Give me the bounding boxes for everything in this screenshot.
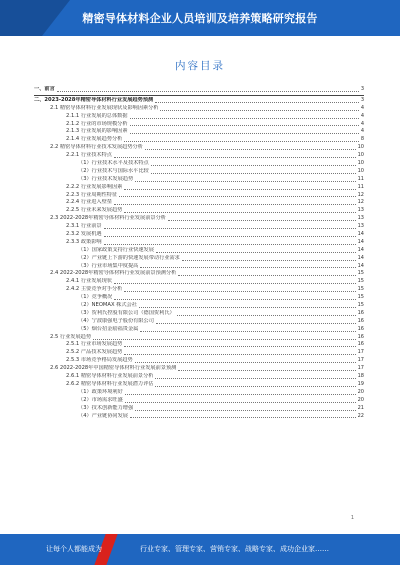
toc-entry[interactable] xyxy=(34,255,364,263)
toc-entry-page: 10 xyxy=(357,144,364,151)
toc-entry[interactable] xyxy=(34,263,364,271)
toc-entry-title: （3）技术创新能力增强 xyxy=(78,404,134,411)
toc-dot-leader xyxy=(104,236,356,237)
toc-entry-title: （3）行业技术发展趋势 xyxy=(78,175,134,182)
page-title: 内容目录 xyxy=(175,60,225,72)
toc-entry[interactable] xyxy=(34,373,364,381)
toc-entry[interactable] xyxy=(34,310,364,318)
toc-entry-title: 2.2.4 行业进入壁垒 xyxy=(66,199,112,206)
toc-entry-page: 14 xyxy=(357,254,364,261)
toc-dot-leader xyxy=(114,299,355,300)
toc-dot-leader xyxy=(135,181,355,182)
toc-entry-title: 2.4.2 主要竞争对手分析 xyxy=(66,286,123,293)
toc-entry[interactable] xyxy=(34,184,364,192)
toc-entry-title: 2.5.3 市场竞争格局发展趋势 xyxy=(66,357,133,364)
toc-entry-title: 2.3.3 政策影响 xyxy=(66,238,102,245)
report-title: 精密导体材料企业人员培训及培养策略研究报告 xyxy=(82,12,318,25)
toc-entry-title: （1）国家政策支持行业快速发展 xyxy=(78,246,154,253)
table-of-contents xyxy=(34,86,364,420)
toc-entry-page: 12 xyxy=(357,191,364,198)
toc-entry-page: 4 xyxy=(360,112,364,119)
footer-slogan-left: 让每个人都能成为 xyxy=(46,545,102,553)
toc-entry-page: 4 xyxy=(360,128,364,135)
toc-entry[interactable] xyxy=(34,342,364,350)
toc-entry-title: 2.2.3 行业周期性特征 xyxy=(66,191,118,198)
toc-entry-title: 2.6.1 精密导体材料行业发展前景分析 xyxy=(66,373,154,380)
toc-entry-title: 2.2.1 行业技术特点 xyxy=(66,152,112,159)
toc-dot-leader xyxy=(151,165,356,166)
toc-entry-title: 2.3 2022-2028年精密导体材料行业发展前景分析 xyxy=(50,215,166,222)
toc-entry-title: （1）行业技术水平及技术特点 xyxy=(78,160,149,166)
toc-entry-page: 10 xyxy=(357,167,364,174)
toc-entry[interactable] xyxy=(34,160,364,168)
toc-dot-leader xyxy=(130,417,356,418)
toc-entry[interactable] xyxy=(34,152,364,160)
toc-entry-page: 17 xyxy=(357,357,364,364)
toc-entry-title: 2.1.4 行业发展趋势分析 xyxy=(66,136,123,143)
toc-entry[interactable] xyxy=(34,176,364,184)
toc-entry-page: 13 xyxy=(357,207,364,214)
toc-dot-leader xyxy=(139,307,356,308)
toc-entry-title: 2.1.1 行业发展的总体数据 xyxy=(66,112,128,119)
toc-entry-page: 10 xyxy=(357,152,364,159)
toc-entry[interactable] xyxy=(34,231,364,239)
toc-entry[interactable] xyxy=(34,381,364,389)
toc-dot-leader xyxy=(135,362,356,363)
toc-entry-title: （2）产业链上下游的快速发展带动行业需求 xyxy=(78,254,180,261)
toc-entry-page: 16 xyxy=(357,309,364,316)
toc-entry[interactable] xyxy=(34,199,364,207)
toc-dot-leader xyxy=(135,410,355,411)
toc-entry-page: 16 xyxy=(357,333,364,340)
toc-entry[interactable] xyxy=(34,413,364,421)
toc-entry-page: 19 xyxy=(357,380,364,387)
toc-entry-page: 22 xyxy=(357,412,364,419)
toc-entry[interactable] xyxy=(34,121,364,129)
toc-entry-title: 2.2.2 行业发展影响因素 xyxy=(66,183,123,190)
toc-dot-leader xyxy=(168,220,356,221)
toc-dot-leader xyxy=(155,102,359,103)
toc-entry[interactable] xyxy=(34,247,364,255)
toc-entry[interactable] xyxy=(34,270,364,278)
toc-entry-title: （5）烟台招金励福贵金属 xyxy=(78,325,139,332)
toc-entry-page: 15 xyxy=(357,286,364,293)
toc-entry-title: 2.1 精密导体材料行业发展现状及影响因素分析 xyxy=(50,104,159,111)
toc-entry[interactable] xyxy=(34,86,364,94)
toc-dot-leader xyxy=(156,323,356,324)
toc-entry-page: 14 xyxy=(357,262,364,269)
page-number: 1 xyxy=(350,515,354,521)
toc-entry-title: （3）贺利氏控股有限公司（德国贺利氏） xyxy=(78,309,175,316)
footer-slogan-right: 行业专家、管理专家、营销专家、战略专家、成功企业家…… xyxy=(140,545,329,553)
toc-entry[interactable] xyxy=(34,318,364,326)
toc-entry[interactable] xyxy=(34,365,364,373)
toc-entry-page: 3 xyxy=(360,85,364,92)
toc-entry[interactable] xyxy=(34,357,364,365)
toc-entry-page: 12 xyxy=(357,199,364,206)
toc-entry[interactable] xyxy=(34,192,364,200)
toc-entry[interactable] xyxy=(34,136,364,144)
toc-entry-page: 14 xyxy=(357,231,364,238)
toc-entry-title: （4）产业链协同发展 xyxy=(78,412,128,419)
toc-entry-title: 2.6.2 精密导体材料行业发展潜力评估 xyxy=(66,380,154,387)
toc-entry-title: 2.5.2 产品技术发展趋势 xyxy=(66,349,123,356)
toc-entry[interactable] xyxy=(34,326,364,334)
toc-divider xyxy=(34,95,364,96)
toc-dot-leader xyxy=(125,394,356,395)
toc-dot-leader xyxy=(114,283,356,284)
toc-entry-title: 一、前言 xyxy=(34,85,55,92)
toc-entry[interactable] xyxy=(34,302,364,310)
toc-entry-title: 二、2023-2028年精密导体材料行业发展趋势预测 xyxy=(34,96,154,103)
toc-entry[interactable] xyxy=(34,113,364,121)
toc-entry-title: 2.3.1 行业前景 xyxy=(66,223,102,230)
toc-entry-page: 15 xyxy=(357,270,364,277)
toc-entry[interactable] xyxy=(34,397,364,405)
toc-dot-leader xyxy=(155,386,355,387)
toc-entry[interactable] xyxy=(34,223,364,231)
toc-dot-leader xyxy=(104,244,356,245)
toc-entry-page: 4 xyxy=(360,120,364,127)
toc-dot-leader xyxy=(114,204,356,205)
toc-entry-page: 15 xyxy=(357,278,364,285)
toc-entry[interactable] xyxy=(34,286,364,294)
toc-entry-page: 13 xyxy=(357,223,364,230)
toc-dot-leader xyxy=(124,291,355,292)
toc-entry-title: （1）竞争概况 xyxy=(78,294,113,301)
toc-entry-page: 16 xyxy=(357,325,364,332)
toc-entry[interactable] xyxy=(34,128,364,136)
toc-entry-page: 11 xyxy=(357,175,364,182)
toc-entry-page: 14 xyxy=(357,238,364,245)
toc-dot-leader xyxy=(130,133,359,134)
toc-entry-title: （2）NEOMAX 株式会社 xyxy=(78,302,137,309)
toc-dot-leader xyxy=(114,157,356,158)
toc-entry-page: 3 xyxy=(360,96,364,103)
toc-entry-title: 2.2 精密导体材料行业技术发展趋势分析 xyxy=(50,144,143,151)
toc-dot-leader xyxy=(160,110,358,111)
toc-entry-title: 2.1.3 行业发展的影响因素 xyxy=(66,128,128,135)
toc-dot-leader xyxy=(130,118,359,119)
toc-entry[interactable] xyxy=(34,389,364,397)
toc-entry-page: 16 xyxy=(357,341,364,348)
toc-dot-leader xyxy=(177,315,356,316)
toc-entry-title: （3）行业市场集中度提高 xyxy=(78,262,139,269)
toc-entry[interactable] xyxy=(34,294,364,302)
toc-entry-title: 2.2.5 行业未来发展趋势 xyxy=(66,207,123,214)
toc-entry-title: 2.5.1 行业市场发展趋势 xyxy=(66,341,123,348)
toc-entry-title: （2）市场需求旺盛 xyxy=(78,396,123,403)
toc-dot-leader xyxy=(140,331,355,332)
toc-dot-leader xyxy=(125,402,356,403)
toc-entry[interactable] xyxy=(34,278,364,286)
header-banner xyxy=(0,0,400,36)
toc-entry[interactable] xyxy=(34,349,364,357)
toc-entry[interactable] xyxy=(34,97,364,105)
toc-dot-leader xyxy=(178,275,355,276)
footer-banner xyxy=(0,534,400,565)
toc-entry-page: 17 xyxy=(357,349,364,356)
toc-entry[interactable] xyxy=(34,405,364,413)
toc-entry-page: 18 xyxy=(357,373,364,380)
toc-entry-title: 2.4 2022-2028年精密导体材料行业发展前景预测分析 xyxy=(50,270,177,277)
toc-entry-title: （1）政策环境利好 xyxy=(78,388,123,395)
toc-entry[interactable] xyxy=(34,207,364,215)
toc-entry-page: 15 xyxy=(357,294,364,301)
toc-dot-leader xyxy=(178,370,355,371)
toc-entry-page: 16 xyxy=(357,317,364,324)
toc-entry[interactable] xyxy=(34,105,364,113)
toc-entry-page: 10 xyxy=(357,160,364,166)
toc-entry-title: （4）宁波康强电子股份有限公司 xyxy=(78,317,154,324)
toc-dot-leader xyxy=(124,354,355,355)
toc-entry-title: （2）行业技术与国际水平比较 xyxy=(78,167,149,174)
toc-entry[interactable] xyxy=(34,334,364,342)
toc-dot-leader xyxy=(130,125,359,126)
toc-entry-page: 20 xyxy=(357,396,364,403)
toc-entry-title: 2.1.2 行业的市场规模分析 xyxy=(66,120,128,127)
toc-dot-leader xyxy=(124,141,358,142)
toc-entry-title: 2.6 2022-2028年中国精密导体材料行业发展前景预测 xyxy=(50,365,177,372)
toc-entry-page: 15 xyxy=(357,302,364,309)
toc-entry-page: 13 xyxy=(357,215,364,222)
toc-entry-title: 2.3.2 发展机遇 xyxy=(66,231,102,238)
toc-dot-leader xyxy=(104,228,356,229)
toc-entry[interactable] xyxy=(34,239,364,247)
toc-dot-leader xyxy=(124,189,355,190)
toc-dot-leader xyxy=(124,346,355,347)
toc-entry-page: 4 xyxy=(360,104,364,111)
toc-entry-title: 2.5 行业发展趋势 xyxy=(50,333,92,340)
toc-dot-leader xyxy=(155,378,355,379)
toc-entry-page: 17 xyxy=(357,365,364,372)
toc-entry-page: 14 xyxy=(357,246,364,253)
toc-entry[interactable] xyxy=(34,215,364,223)
toc-entry[interactable] xyxy=(34,168,364,176)
toc-entry[interactable] xyxy=(34,144,364,152)
toc-entry-title: 2.4.1 行业发展现状 xyxy=(66,278,112,285)
toc-dot-leader xyxy=(124,212,355,213)
toc-dot-leader xyxy=(156,252,356,253)
toc-dot-leader xyxy=(140,267,355,268)
toc-dot-leader xyxy=(93,339,356,340)
toc-entry-page: 21 xyxy=(357,404,364,411)
toc-dot-leader xyxy=(182,260,356,261)
toc-entry-page: 8 xyxy=(360,136,364,143)
toc-dot-leader xyxy=(145,149,356,150)
toc-entry-page: 20 xyxy=(357,388,364,395)
toc-entry-page: 11 xyxy=(357,183,364,190)
toc-dot-leader xyxy=(119,196,355,197)
toc-dot-leader xyxy=(57,91,359,92)
toc-dot-leader xyxy=(151,173,356,174)
